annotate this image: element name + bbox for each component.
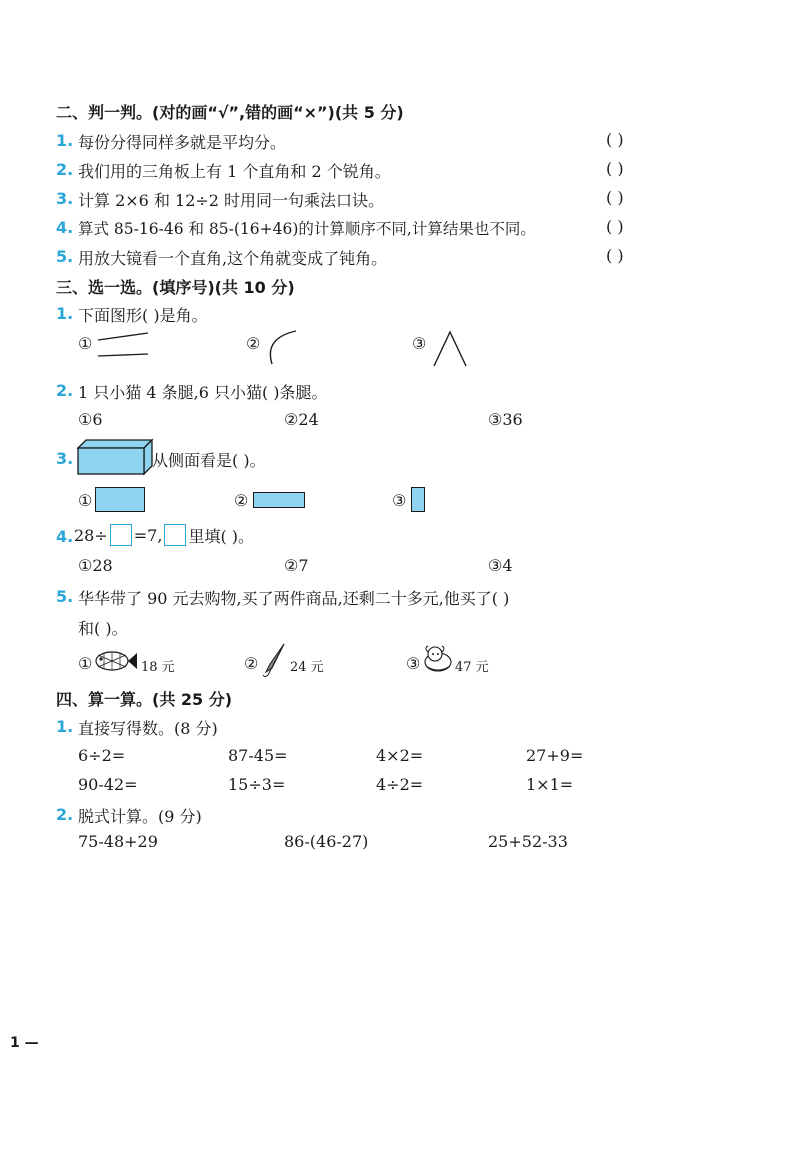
s3-q1-option-3-label: ③ [412, 334, 427, 353]
s3-q2-option-2: ②24 [284, 410, 319, 429]
section4-title: 四、算一算。(共 25 分) [56, 690, 233, 709]
s3-q4-blank-2[interactable] [164, 524, 186, 546]
s2-q2-text: 我们用的三角板上有 1 个直角和 2 个锐角。 [78, 162, 391, 181]
calc-item: 15÷3= [228, 775, 286, 794]
s3-q5-option-1-label: ① [78, 654, 93, 673]
s3-q3-option-2-label: ② [234, 491, 249, 510]
s2-q5-answer-blank[interactable]: ( ) [606, 246, 624, 265]
arc-icon [266, 328, 316, 368]
s3-q3-text: 从侧面看是( )。 [152, 451, 266, 470]
stepwise-calc-item: 25+52-33 [488, 832, 568, 851]
fish-price: 18 元 [141, 660, 175, 675]
s3-q2-text: 1 只小猫 4 条腿,6 只小猫( )条腿。 [78, 383, 328, 402]
umbrella-price: 24 元 [290, 660, 324, 675]
front-rect-option [95, 487, 145, 512]
s4-q2-text: 脱式计算。(9 分) [78, 807, 202, 826]
s2-q4-number: 4. [56, 218, 74, 237]
calc-item: 4÷2= [376, 775, 424, 794]
s3-q5-option-3-label: ③ [406, 654, 421, 673]
cuboid-icon [76, 438, 154, 476]
toy-icon [422, 644, 456, 674]
s3-q2-option-3: ③36 [488, 410, 523, 429]
fish-icon [94, 646, 138, 676]
calc-item: 6÷2= [78, 746, 126, 765]
s3-q4-number: 4. [56, 527, 74, 546]
s3-q1-text: 下面图形( )是角。 [78, 306, 208, 325]
stepwise-calc-item: 75-48+29 [78, 832, 158, 851]
s2-q4-text: 算式 85-16-46 和 85-(16+46)的计算顺序不同,计算结果也不同。 [78, 220, 536, 238]
s4-q1-text: 直接写得数。(8 分) [78, 719, 218, 738]
two-lines-icon [96, 330, 152, 364]
s3-q1-number: 1. [56, 304, 74, 323]
side-rect-option [411, 487, 425, 512]
s3-q2-option-1: ①6 [78, 410, 103, 429]
s3-q1-option-1-label: ① [78, 334, 93, 353]
s2-q3-answer-blank[interactable]: ( ) [606, 188, 624, 207]
s2-q4-answer-blank[interactable]: ( ) [606, 217, 624, 236]
toy-price: 47 元 [455, 660, 489, 675]
s3-q4-option-1: ①28 [78, 556, 113, 575]
s2-q3-number: 3. [56, 189, 74, 208]
s3-q5-line1: 华华带了 90 元去购物,买了两件商品,还剩二十多元,他买了( ) [78, 589, 510, 608]
s2-q1-answer-blank[interactable]: ( ) [606, 130, 624, 149]
angle-icon [430, 330, 474, 370]
calc-item: 1×1= [526, 775, 574, 794]
s2-q1-text: 每份分得同样多就是平均分。 [78, 133, 287, 152]
calc-item: 27+9= [526, 746, 584, 765]
s3-q3-option-3-label: ③ [392, 491, 407, 510]
s3-q4-pre: 28÷ [74, 525, 108, 545]
s4-q1-number: 1. [56, 717, 74, 736]
calc-item: 90-42= [78, 775, 138, 794]
s4-q2-number: 2. [56, 805, 74, 824]
section2-title: 二、判一判。(对的画“√”,错的画“×”)(共 5 分) [56, 103, 404, 122]
s3-q1-option-2-label: ② [246, 334, 261, 353]
s3-q4-mid: =7, [133, 525, 163, 545]
calc-item: 4×2= [376, 746, 424, 765]
s3-q3-number: 3. [56, 449, 74, 468]
top-rect-option [253, 492, 305, 508]
umbrella-icon [262, 642, 290, 678]
s2-q2-number: 2. [56, 160, 74, 179]
s2-q5-text: 用放大镜看一个直角,这个角就变成了钝角。 [78, 249, 388, 268]
s2-q5-number: 5. [56, 247, 74, 266]
s2-q3-text: 计算 2×6 和 12÷2 时用同一句乘法口诀。 [78, 191, 385, 210]
s3-q5-number: 5. [56, 587, 74, 606]
s3-q4-equation [74, 521, 254, 549]
s3-q4-post: 里填( )。 [188, 526, 255, 546]
s3-q5-line2: 和( )。 [78, 619, 128, 638]
s3-q5-option-2-label: ② [244, 654, 259, 673]
calc-item: 87-45= [228, 746, 288, 765]
stepwise-calc-item: 86-(46-27) [284, 832, 369, 851]
s2-q1-number: 1. [56, 131, 74, 150]
s3-q3-option-1-label: ① [78, 491, 93, 510]
s2-q2-answer-blank[interactable]: ( ) [606, 159, 624, 178]
s3-q4-option-3: ③4 [488, 556, 513, 575]
s3-q4-blank-1[interactable] [110, 524, 132, 546]
page-number: 1 — [10, 1035, 39, 1051]
s3-q4-option-2: ②7 [284, 556, 309, 575]
s3-q2-number: 2. [56, 381, 74, 400]
section3-title: 三、选一选。(填序号)(共 10 分) [56, 278, 295, 297]
